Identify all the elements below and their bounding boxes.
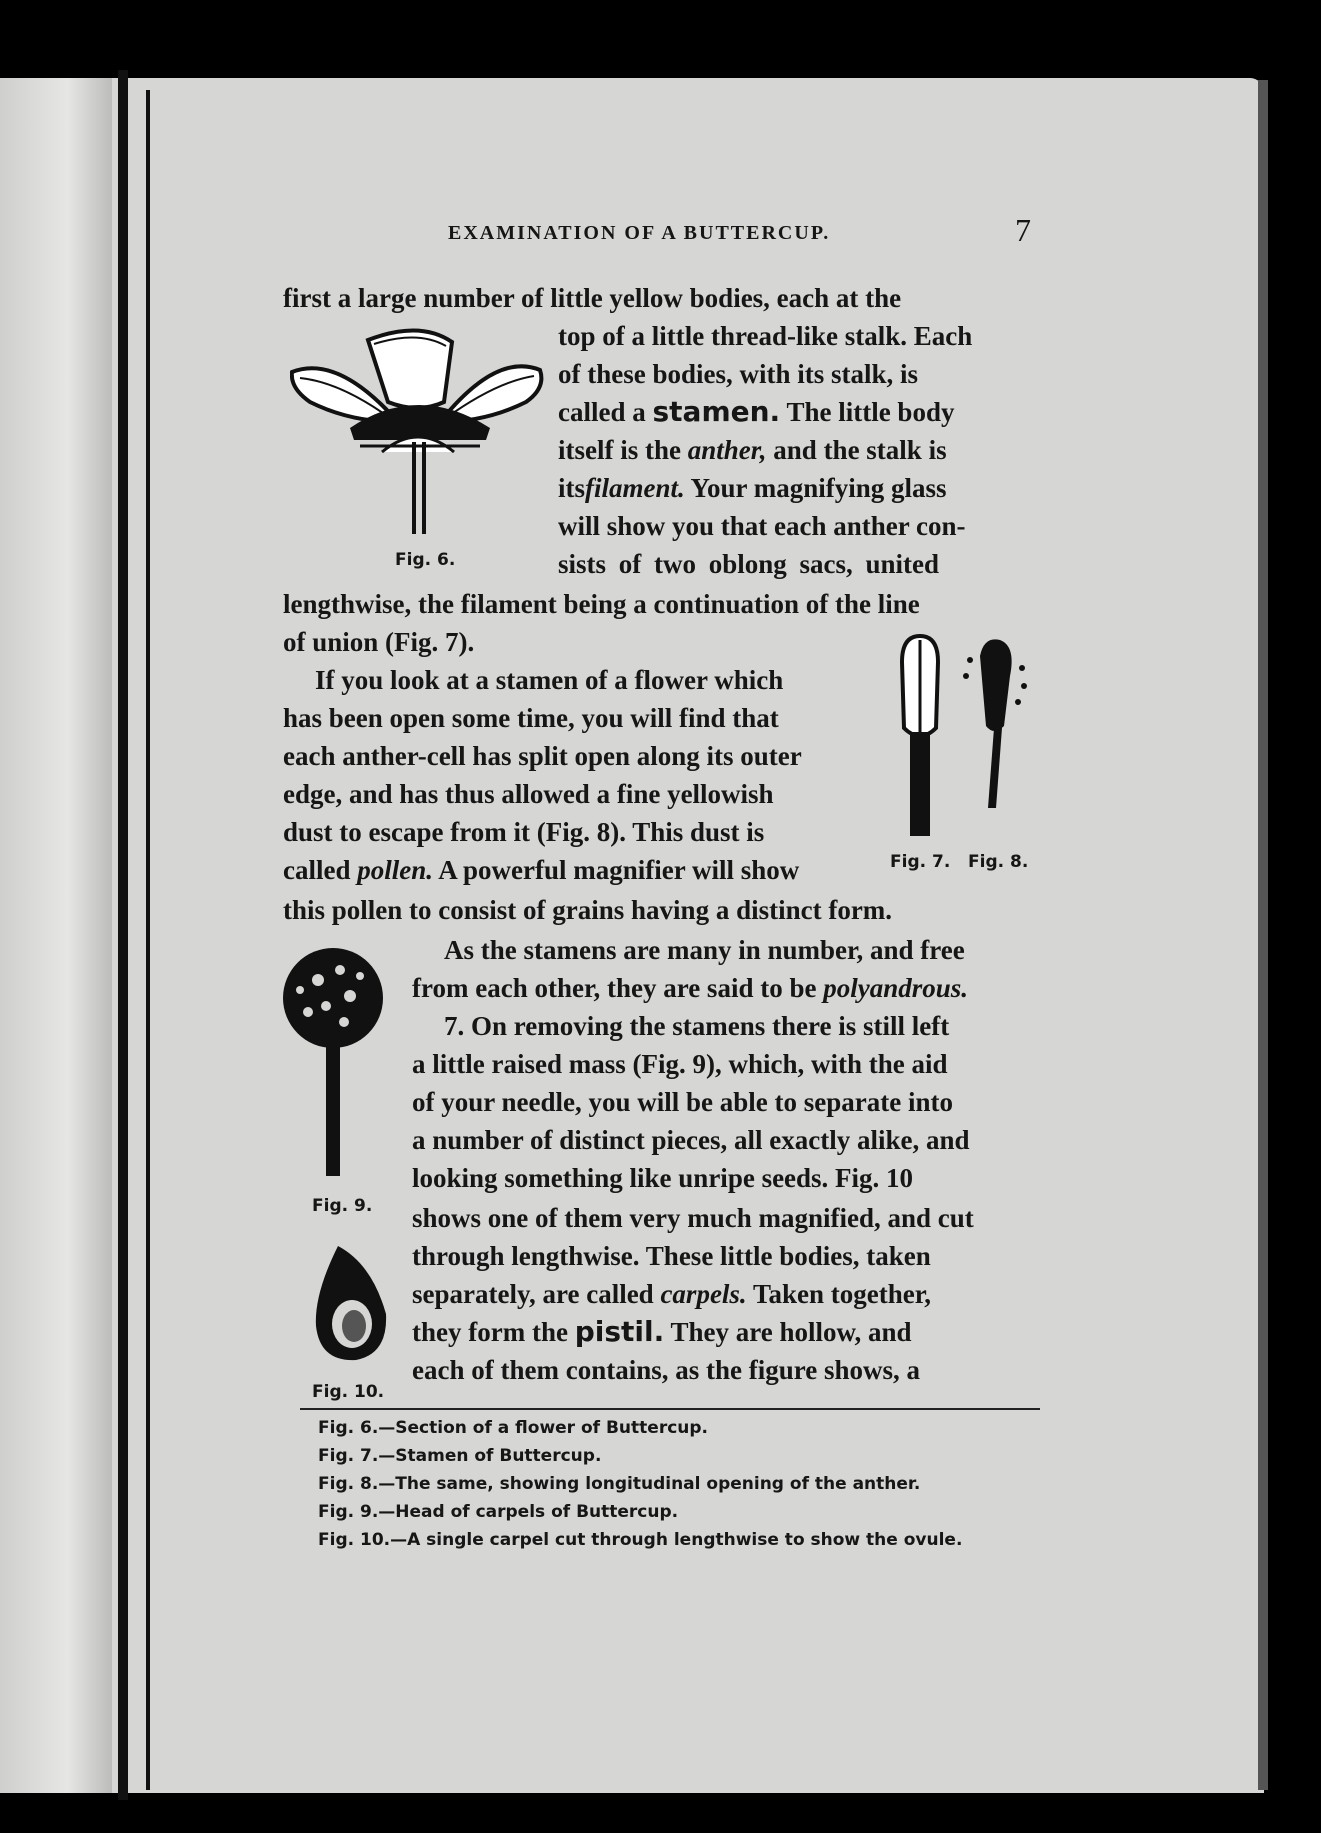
text-line — [558, 432, 947, 468]
text-line: As the stamens are many in number, and free — [444, 935, 965, 965]
text-line: a little raised mass (Fig. 9), which, with the aid — [412, 1049, 948, 1079]
text-span: called — [283, 855, 351, 885]
figure-10-single-carpel — [312, 1244, 392, 1364]
term-pollen: pollen. — [357, 855, 434, 885]
text-line: first a large number of little yellow bodies, each at the — [283, 283, 902, 313]
text-span: and the stalk is — [773, 435, 947, 465]
text-line: looking something like unripe seeds. Fig. 10 — [412, 1163, 914, 1193]
caption-fig-6: Fig. 6.—Section of a flower of Buttercup. — [318, 1418, 709, 1438]
term-pistil: pistil. — [574, 1315, 665, 1348]
text-line: each of them contains, as the figure shows, a — [412, 1355, 920, 1385]
text-span: separately, are called — [412, 1279, 654, 1309]
figure-8-opened-stamen — [960, 636, 1030, 816]
text-span: A powerful magnifier will show — [438, 855, 800, 885]
text-line: of union (Fig. 7). — [283, 627, 475, 657]
text-line: edge, and has thus allowed a fine yellowish — [283, 779, 774, 809]
text-line — [412, 1314, 912, 1350]
fig-10-label: Fig. 10. — [312, 1382, 385, 1402]
text-line: this pollen to consist of grains having a distinct form. — [283, 895, 893, 925]
text-line: dust to escape from it (Fig. 8). This dust is — [283, 817, 765, 847]
text-span: itself is the — [558, 435, 681, 465]
text-span: its — [558, 473, 585, 503]
text-line: lengthwise, the filament being a continuation of the line — [283, 589, 920, 619]
figure-6-flower-section — [290, 322, 550, 542]
text-line: sists of two oblong sacs, united — [558, 549, 940, 579]
text-line: If you look at a stamen of a flower which — [315, 665, 784, 695]
text-line: through lengthwise. These little bodies, taken — [412, 1241, 931, 1271]
text-span: The little body — [786, 397, 955, 427]
text-line: has been open some time, you will find that — [283, 703, 779, 733]
text-line — [558, 394, 954, 430]
figure-9-carpel-head — [278, 940, 388, 1180]
text-line — [412, 1276, 931, 1312]
text-span: Taken together, — [752, 1279, 931, 1309]
text-line: a number of distinct pieces, all exactly alike, and — [412, 1125, 970, 1155]
fig-8-label: Fig. 8. — [968, 852, 1029, 872]
caption-fig-8: Fig. 8.—The same, showing longitudinal opening of the anther. — [318, 1474, 921, 1494]
page-number: 7 — [1015, 212, 1031, 248]
text-line: of your needle, you will be able to separate into — [412, 1087, 953, 1117]
fig-7-label: Fig. 7. — [890, 852, 951, 872]
term-stamen: stamen. — [652, 395, 781, 428]
text-line: 7. On removing the stamens there is still left — [444, 1011, 950, 1041]
text-line: each anther-cell has split open along its outer — [283, 741, 802, 771]
term-polyandrous: polyandrous. — [823, 973, 968, 1003]
text-line — [412, 970, 968, 1006]
text-line: top of a little thread-like stalk. Each — [558, 321, 973, 351]
running-head: EXAMINATION OF A BUTTERCUP. — [448, 222, 831, 244]
term-filament: filament. — [585, 473, 685, 503]
term-anther: anther, — [687, 435, 767, 465]
text-line — [283, 852, 799, 888]
caption-fig-10: Fig. 10.—A single carpel cut through lengthwise to show the ovule. — [318, 1530, 963, 1550]
text-span: called a — [558, 397, 646, 427]
text-line: shows one of them very much magnified, and cut — [412, 1203, 974, 1233]
figure-7-stamen — [890, 632, 950, 842]
text-span: they form the — [412, 1317, 568, 1347]
fig-6-label: Fig. 6. — [395, 550, 456, 570]
text-span: They are hollow, and — [670, 1317, 912, 1347]
text-span: Your magnifying glass — [690, 473, 947, 503]
fig-9-label: Fig. 9. — [312, 1196, 373, 1216]
caption-fig-7: Fig. 7.—Stamen of Buttercup. — [318, 1446, 602, 1466]
caption-rule — [300, 1408, 1040, 1410]
text-span: from each other, they are said to be — [412, 973, 817, 1003]
text-line: of these bodies, with its stalk, is — [558, 359, 919, 389]
term-carpels: carpels. — [660, 1279, 747, 1309]
text-line — [558, 470, 947, 506]
text-line: will show you that each anther con- — [558, 511, 966, 541]
caption-fig-9: Fig. 9.—Head of carpels of Buttercup. — [318, 1502, 679, 1522]
